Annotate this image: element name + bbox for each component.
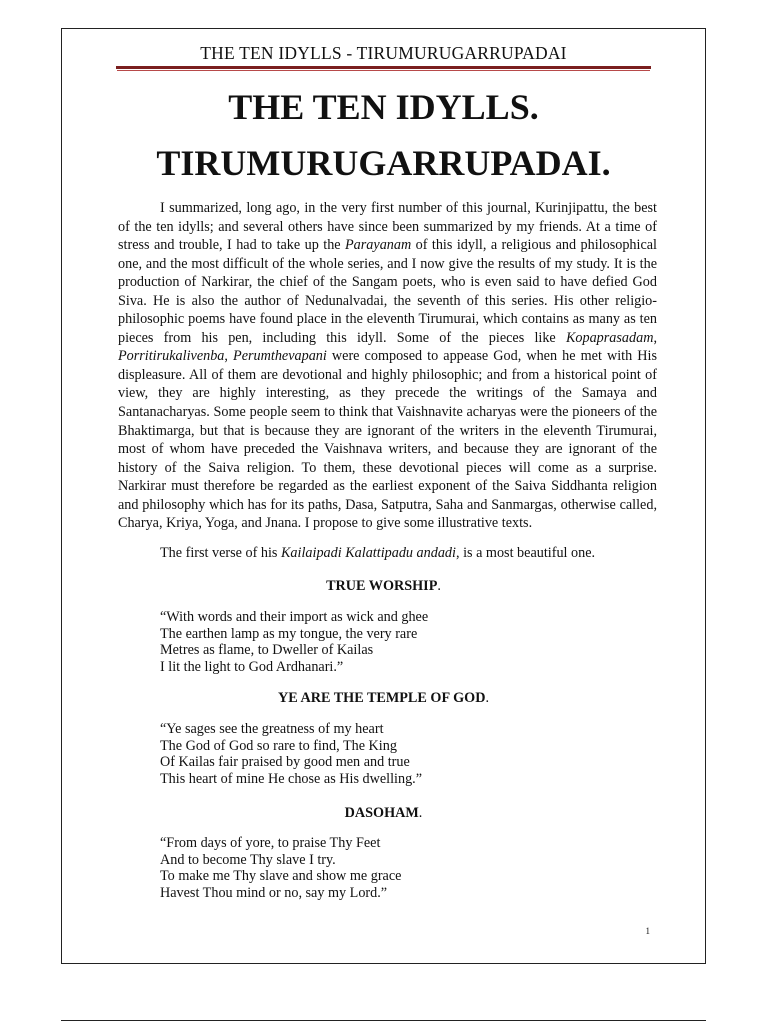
verse-line: I lit the light to God Ardhanari.” xyxy=(160,658,344,675)
verse-line: Of Kailas fair praised by good men and true xyxy=(160,754,410,770)
verse-intro: The first verse of his Kailaipadi Kalattipadu andadi, is a most beautiful one. xyxy=(160,545,596,561)
verse-temple-of-god xyxy=(160,721,422,787)
next-page-edge xyxy=(61,1020,706,1031)
verse-line: To make me Thy slave and show me grace xyxy=(160,868,402,884)
section-heading-temple-of-god: YE ARE THE TEMPLE OF GOD. xyxy=(277,690,489,706)
main-paragraph: I summarized, long ago, in the very first number of this journal, Kurinjipattu, the best of the ten idylls; and several others have since been summarized by my friends. At a time of stress and trouble, I had to take up the Parayanam of this idyll, a religious and philosophical one, and the most difficult of the whole series, and I now give the results of my study. It is the production of Narkirar, the chief of the Sangam poets, who is even said to have defied God Siva. He is also the author of Nedunalvadai, the seventh of this series. His other religio-philosophic poems have found place in the eleventh Tirumurai, which contains as many as ten pieces from his pen, including this idyll. Some of the pieces like Kopaprasadam, Porritirukalivenba, Perumthevapani were composed to appease God, when he met with His displeasure. All of them are devotional and highly philosophic; and from a historical point of view, they are highly interesting, as they precede the writings of the Samaya and Santanacharyas. Some people seem to think that Vaishnavite acharyas were the pioneers of the Bhaktimarga, but that is because they are ignorant of the writers in the eleventh Tirumurai, most of whom have preceded the Vaishnava writers, and because they are ignorant of the history of the Saiva religion. To them, these devotional pieces will come as a surprise. Narkirar must therefore be regarded as the earliest exponent of the Saiva Siddhanta religion and philosophy which has for its paths, Dasa, Satputra, Saha and Sanmargas, otherwise called, Charya, Kriya, Yoga, and Jnana. I propose to give some illustrative texts. xyxy=(118,200,657,532)
verse-line: And to become Thy slave I try. xyxy=(160,851,336,868)
verse-line: The God of God so rare to find, The King xyxy=(160,737,397,754)
verse-true-worship xyxy=(160,609,428,675)
document-page xyxy=(61,28,706,964)
running-header: THE TEN IDYLLS - TIRUMURUGARRUPADAI xyxy=(200,43,567,63)
verse-line: Metres as flame, to Dweller of Kailas xyxy=(160,642,374,658)
verse-line: The earthen lamp as my tongue, the very rare xyxy=(160,625,418,642)
verse-line: “From days of yore, to praise Thy Feet xyxy=(160,835,381,851)
page-number: 1 xyxy=(645,926,650,936)
verse-line: “Ye sages see the greatness of my heart xyxy=(160,721,384,737)
section-heading-true-worship: TRUE WORSHIP. xyxy=(326,578,441,594)
verse-line: “With words and their import as wick and ghee xyxy=(160,609,429,625)
page-title-line2: TIRUMURUGARRUPADAI. xyxy=(156,143,611,183)
verse-line: This heart of mine He chose as His dwelling.” xyxy=(160,770,423,787)
header-rule xyxy=(116,66,651,69)
page-title-line1: THE TEN IDYLLS. xyxy=(228,87,539,127)
verse-line: Havest Thou mind or no, say my Lord.” xyxy=(160,884,388,901)
section-heading-dasoham: DASOHAM. xyxy=(344,805,423,821)
verse-dasoham xyxy=(160,835,401,901)
